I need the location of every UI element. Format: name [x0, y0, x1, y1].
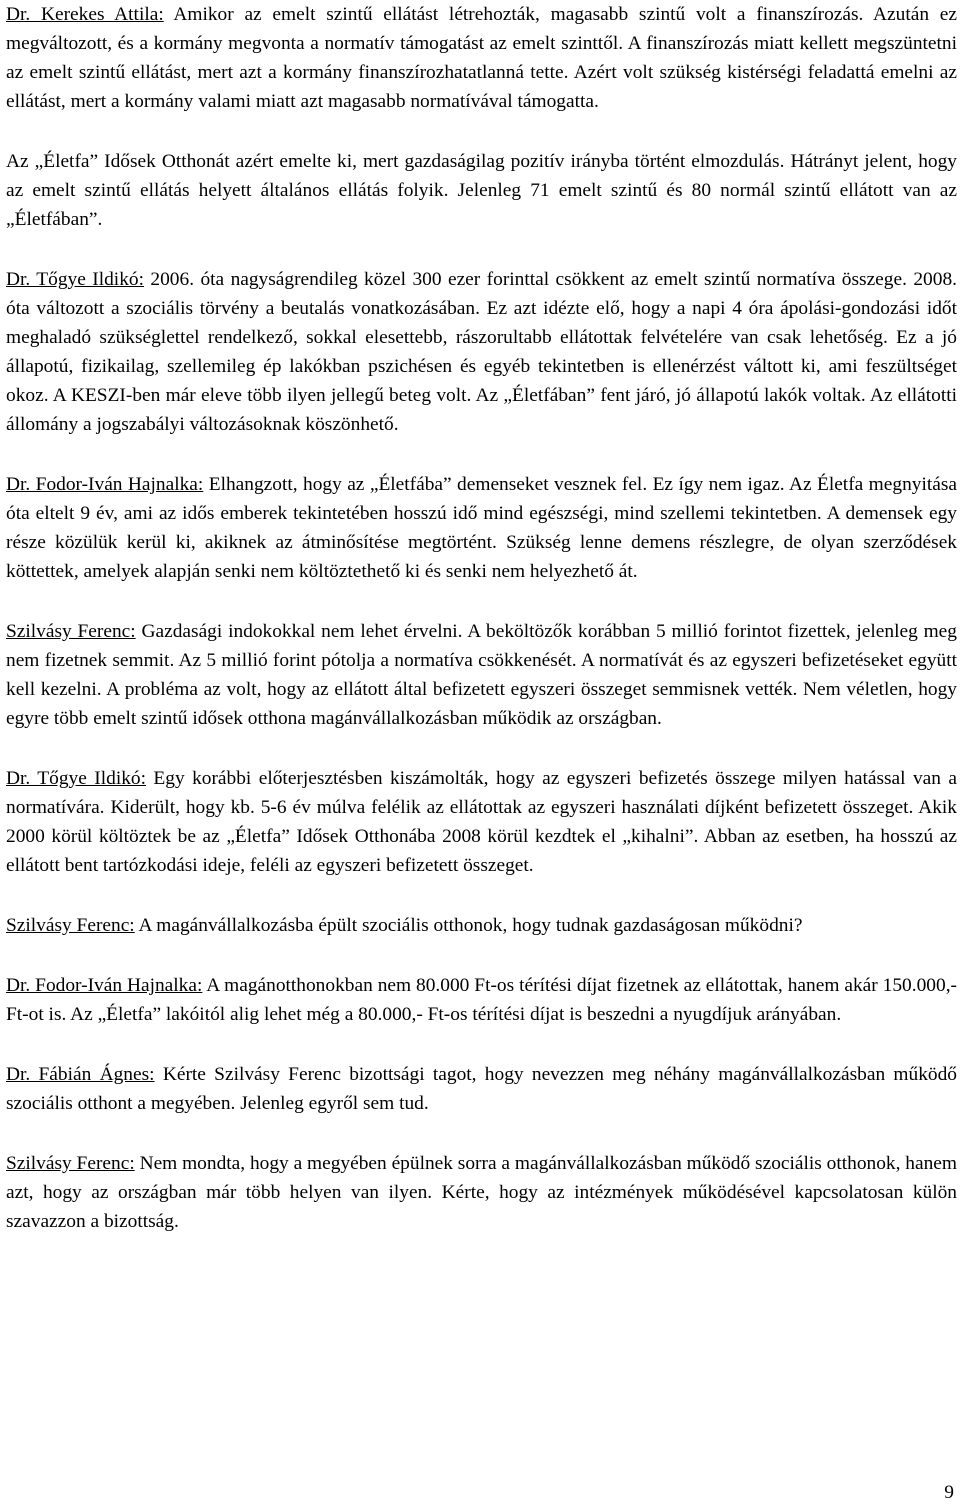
speaker-name: Dr. Tőgye Ildikó: — [6, 768, 146, 789]
paragraph-text: 2006. óta nagyságrendileg közel 300 ezer forinttal csökkent az emelt szintű normatíva összege. 2008. óta változott a szociális törvény a beutalás vonatkozásában. Ez azt idézte elő, hogy a napi 4 óra ápolási-gondozási időt meghaladó szükséglettel rendelkező, sokkal elesettebb, rászorultabb ellátottak felvételére van csak lehetőség. Ez a jó állapotú, fizikailag, szellemileg ép lakókban pszichésen és egyéb tekintetben is ellenérzést váltott ki, ami feszültséget okoz. A KESZI-ben már eleve több ilyen jellegű beteg volt. Az „Életfában” fent járó, jó állapotú lakók voltak. Az ellátotti állomány a jogszabályi változásoknak köszönhető. — [6, 269, 957, 435]
speaker-name: Dr. Fábián Ágnes: — [6, 1064, 155, 1085]
paragraph-text: Az „Életfa” Idősek Otthonát azért emelte ki, mert gazdaságilag pozitív irányba történt elmozdulás. Hátrányt jelent, hogy az emelt szintű ellátás helyett általános ellátás folyik. Jelenleg 71 emelt szintű és 80 normál szintű ellátott van az „Életfában”. — [6, 151, 957, 230]
page-number: 9 — [944, 1482, 954, 1503]
paragraph — [6, 911, 957, 940]
paragraph-text: A magánotthonokban nem 80.000 Ft-os térítési díjat fizetnek az ellátottak, hanem akár 150.000,- Ft-ot is. Az „Életfa” lakóitól alig lehet még a 80.000,- Ft-os térítési díjat is beszedni a nyugdíjuk arányában. — [6, 975, 957, 1025]
paragraph — [6, 1060, 957, 1118]
paragraph-text: Amikor az emelt szintű ellátást létrehozták, magasabb szintű volt a finanszírozás. Azután ez megváltozott, és a kormány megvonta a normatív támogatást az emelt szinttől. A finanszírozás miatt kellett megszüntetni az emelt szintű ellátást, mert azt a kormány finanszírozhatatlanná tette. Azért volt szükség kistérségi feladattá emelni az ellátást, mert a kormány valami miatt azt magasabb normatívával támogatta. — [6, 4, 957, 112]
speaker-name: Szilvásy Ferenc: — [6, 621, 136, 642]
document-body — [6, 0, 957, 1267]
paragraph — [6, 764, 957, 880]
paragraph-text: A magánvállalkozásba épült szociális otthonok, hogy tudnak gazdaságosan működni? — [138, 915, 803, 936]
paragraph — [6, 265, 957, 439]
speaker-name: Szilvásy Ferenc: — [6, 915, 135, 936]
paragraph-text: Elhangzott, hogy az „Életfába” demenseket vesznek fel. Ez így nem igaz. Az Életfa megnyitása óta eltelt 9 év, ami az idős emberek tekintetében hosszú idő mind egészségi, mind szellemi tekintetben. A demensek egy része közülük kerül ki, akiknek az átminősítése megtörtént. Szükség lenne demens részlegre, de olyan szerződések köttettek, amelyek alapján senki nem költöztethető ki és senki nem helyezhető át. — [6, 474, 957, 582]
paragraph-text: Kérte Szilvásy Ferenc bizottsági tagot, hogy nevezzen meg néhány magánvállalkozásban működő szociális otthont a megyében. Jelenleg egyről sem tud. — [6, 1064, 957, 1114]
speaker-name: Szilvásy Ferenc: — [6, 1153, 135, 1174]
paragraph-text: Nem mondta, hogy a megyében épülnek sorra a magánvállalkozásban működő szociális otthonok, hanem azt, hogy az országban már több helyen van ilyen. Kérte, hogy az intézmények működésével kapcsolatosan külön szavazzon a bizottság. — [6, 1153, 957, 1232]
speaker-name: Dr. Kerekes Attila: — [6, 4, 164, 25]
paragraph — [6, 147, 957, 234]
speaker-name: Dr. Fodor-Iván Hajnalka: — [6, 474, 204, 495]
paragraph — [6, 0, 957, 116]
speaker-name: Dr. Tőgye Ildikó: — [6, 269, 144, 290]
paragraph-text: Gazdasági indokokkal nem lehet érvelni. A beköltözők korábban 5 millió forintot fizettek, jelenleg meg nem fizetnek semmit. Az 5 millió forint pótolja a normatíva csökkenését. A normatívát és az egyszeri befizetéseket együtt kell kezelni. A probléma az volt, hogy az ellátott által befizetett egyszeri összeget semmisnek vették. Nem véletlen, hogy egyre több emelt szintű idősek otthona magánvállalkozásban működik az országban. — [6, 621, 957, 729]
paragraph — [6, 971, 957, 1029]
speaker-name: Dr. Fodor-Iván Hajnalka: — [6, 975, 203, 996]
paragraph — [6, 470, 957, 586]
paragraph — [6, 1149, 957, 1236]
paragraph-text: Egy korábbi előterjesztésben kiszámolták, hogy az egyszeri befizetés összege milyen hatással van a normatívára. Kiderült, hogy kb. 5-6 év múlva felélik az ellátottak az egyszeri használati díjként befizetett összeget. Akik 2000 körül költöztek be az „Életfa” Idősek Otthonába 2008 körül kezdtek el „kihalni”. Abban az esetben, ha hosszú az ellátott bent tartózkodási ideje, feléli az egyszeri befizetett összeget. — [6, 768, 957, 876]
paragraph — [6, 617, 957, 733]
